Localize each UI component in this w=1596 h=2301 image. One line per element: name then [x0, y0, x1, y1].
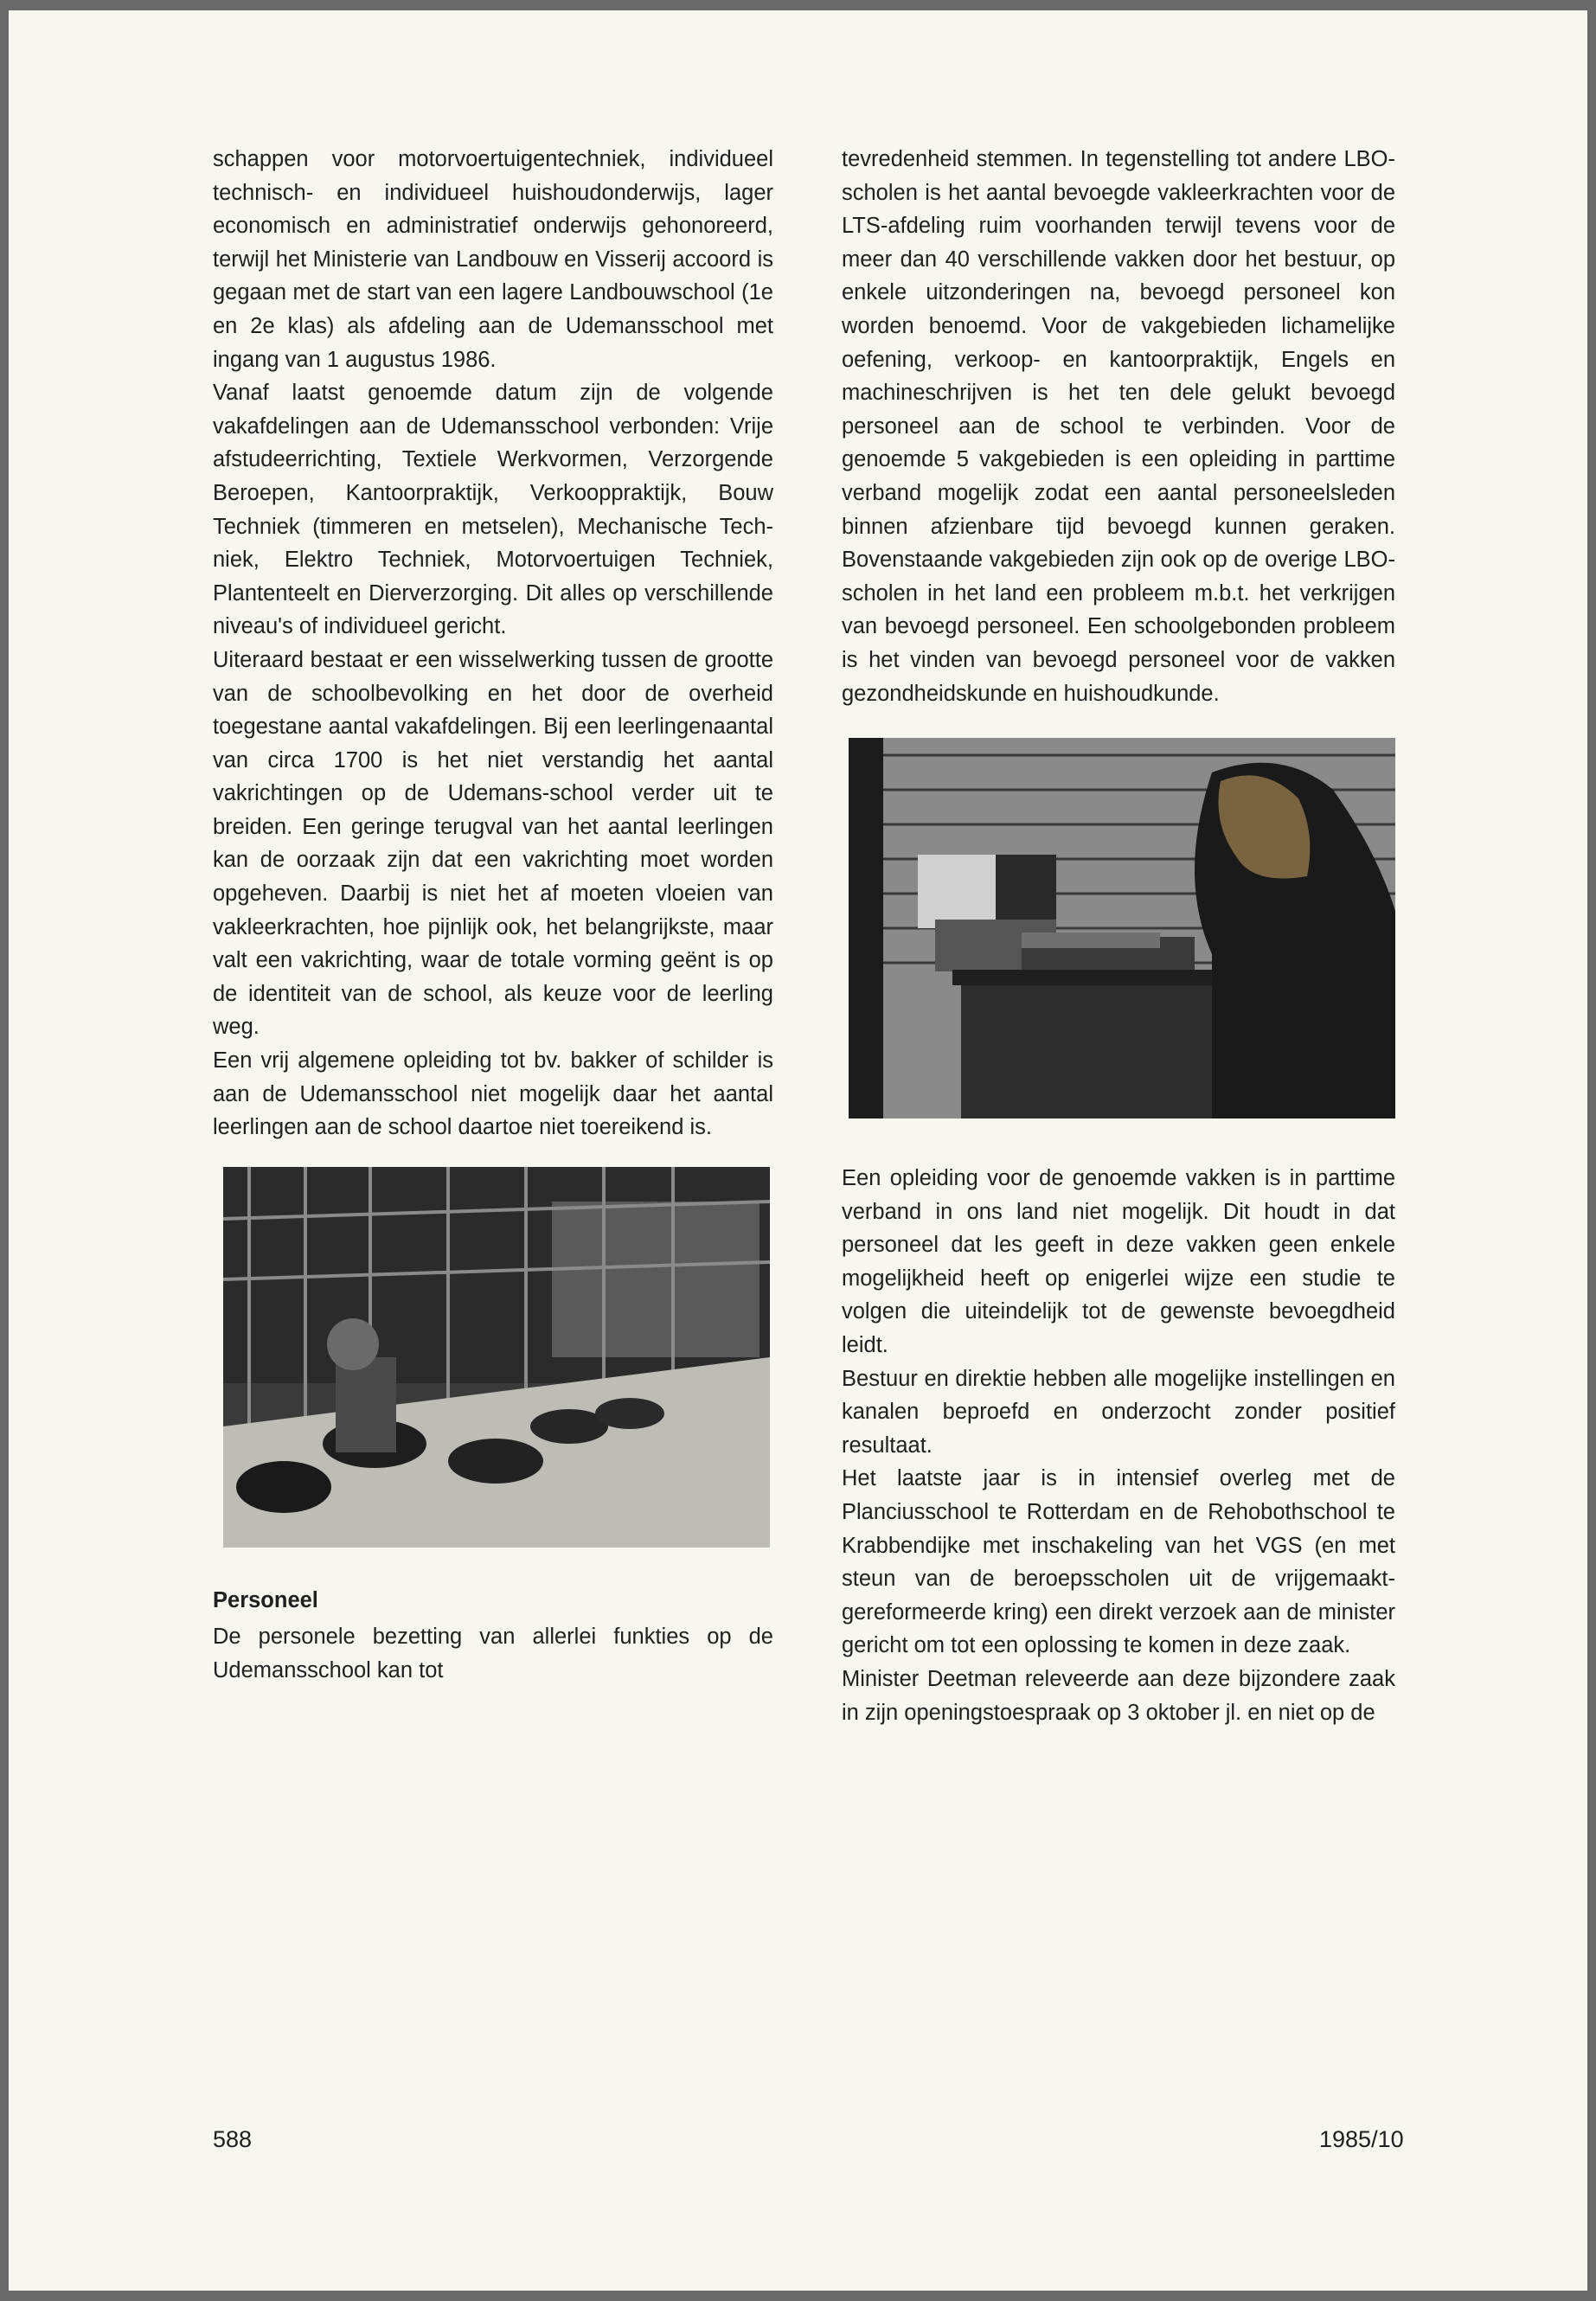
paragraph: Bestuur en direktie hebben alle mogelijke instellingen en kanalen beproefd en onderzocht zonder positief resultaat. — [842, 1366, 1395, 1458]
issue-number: 1985/10 — [1319, 2126, 1404, 2152]
page-number: 588 — [213, 2126, 253, 2152]
paragraph: Uiteraard bestaat er een wisselwerking tussen de grootte van de schoolbevolking en het door de overheid toegestane aantal vakafdelingen. Bij een leerlingenaantal van circa 1700 is het niet verstandig het aantal vakrichtingen op de Udemans-school verder uit te breiden. Een geringe terugval van het aantal leerlingen kan de oorzaak zijn dat een vakrichting moet worden opgeheven. Daarbij is niet het af moeten vloeien van vakleerkrachten, hoe pijnlijk ook, het belangrijkste, maar valt een vakrichting, waar de totale vorming geënt is op de identiteit van de school, als keuze voor de leerling weg. — [213, 647, 773, 1040]
paragraph: Een vrij algemene opleiding tot bv. bakker of schilder is aan de Udemansschool niet mogelijk daar het aantal leerlingen aan de school daartoe niet toereikend is. — [213, 1048, 773, 1140]
page — [9, 10, 1587, 2291]
typing-classroom-photo-image — [849, 738, 1395, 1118]
section-heading: Personeel — [213, 1587, 318, 1612]
paragraph: Het laatste jaar is in intensief overleg met de Planciusschool te Rotterdam en de Rehobothschool te Krabbendijke met inschakeling van het VGS (en met steun van de beroepsscholen uit de vrijgemaakt-gereformeerde kring) een direkt verzoek aan de minister gericht om tot een oplossing te komen in deze zaak. — [842, 1466, 1395, 1658]
workshop-photo — [223, 1167, 770, 1548]
typing-classroom-photo — [849, 738, 1395, 1118]
paragraph: Minister Deetman releveerde aan deze bijzondere zaak in zijn openingstoespraak op 3 oktober jl. en niet op de — [842, 1667, 1395, 1725]
left-column — [213, 143, 773, 1688]
paragraph: De personele bezetting van allerlei funkties op de Udemansschool kan tot — [213, 1625, 773, 1682]
paragraph: Vanaf laatst genoemde datum zijn de volgende vakafdelingen aan de Udemansschool verbonden: Vrije afstudeerrichting, Textiele Werkvormen, Verzorgende Beroepen, Kantoorpraktijk, Verkooppraktijk, Bouw Techniek (timmeren en metselen), Mechanische Techniek, Elektro Techniek, Motorvoertuigen Techniek, Plantenteelt en Dierverzorging. Dit alles op verschillende niveau's of individueel gericht. — [213, 381, 773, 639]
paragraph: tevredenheid stemmen. In tegenstelling tot andere LBO-scholen is het aantal bevoegde vakleerkrachten voor de LTS-afdeling ruim voorhanden terwijl tevens voor de meer dan 40 verschillende vakken door het bestuur, op enkele uitzonderingen na, bevoegd personeel kon worden benoemd. Voor de vakgebieden lichamelijke oefening, verkoop- en kantoorpraktijk, Engels en machineschrijven is het ten dele gelukt bevoegd personeel aan de school te verbinden. Voor de genoemde 5 vakgebieden is een opleiding in parttime verband mogelijk zodat een aantal personeelsleden binnen afzienbare tijd bevoegd kunnen geraken. Bovenstaande vakgebieden zijn ook op de overige LBO-scholen in het land een probleem m.b.t. het verkrijgen van bevoegd personeel. Een schoolgebonden probleem is het vinden van bevoegd personeel voor de vakken gezondheidskunde en huishoudkunde. — [842, 147, 1395, 706]
paragraph: Een opleiding voor de genoemde vakken is in parttime verband in ons land niet mogelijk. Dit houdt in dat personeel dat les geeft in deze vakken geen enkele mogelijkheid heeft op enigerlei wijze een studie te volgen die uiteindelijk tot de gewenste bevoegdheid leidt. — [842, 1166, 1395, 1358]
right-column — [842, 143, 1395, 1729]
paragraph: schappen voor motorvoertuigentechniek, individueel technisch- en individueel huishoudonderwijs, lager economisch en administratief onderwijs gehonoreerd, terwijl het Ministerie van Landbouw en Visserij accoord is gegaan met de start van een lagere Landbouwschool (1e en 2e klas) als afdeling aan de Udemansschool met ingang van 1 augustus 1986. — [213, 147, 773, 372]
workshop-photo-image — [223, 1167, 770, 1548]
